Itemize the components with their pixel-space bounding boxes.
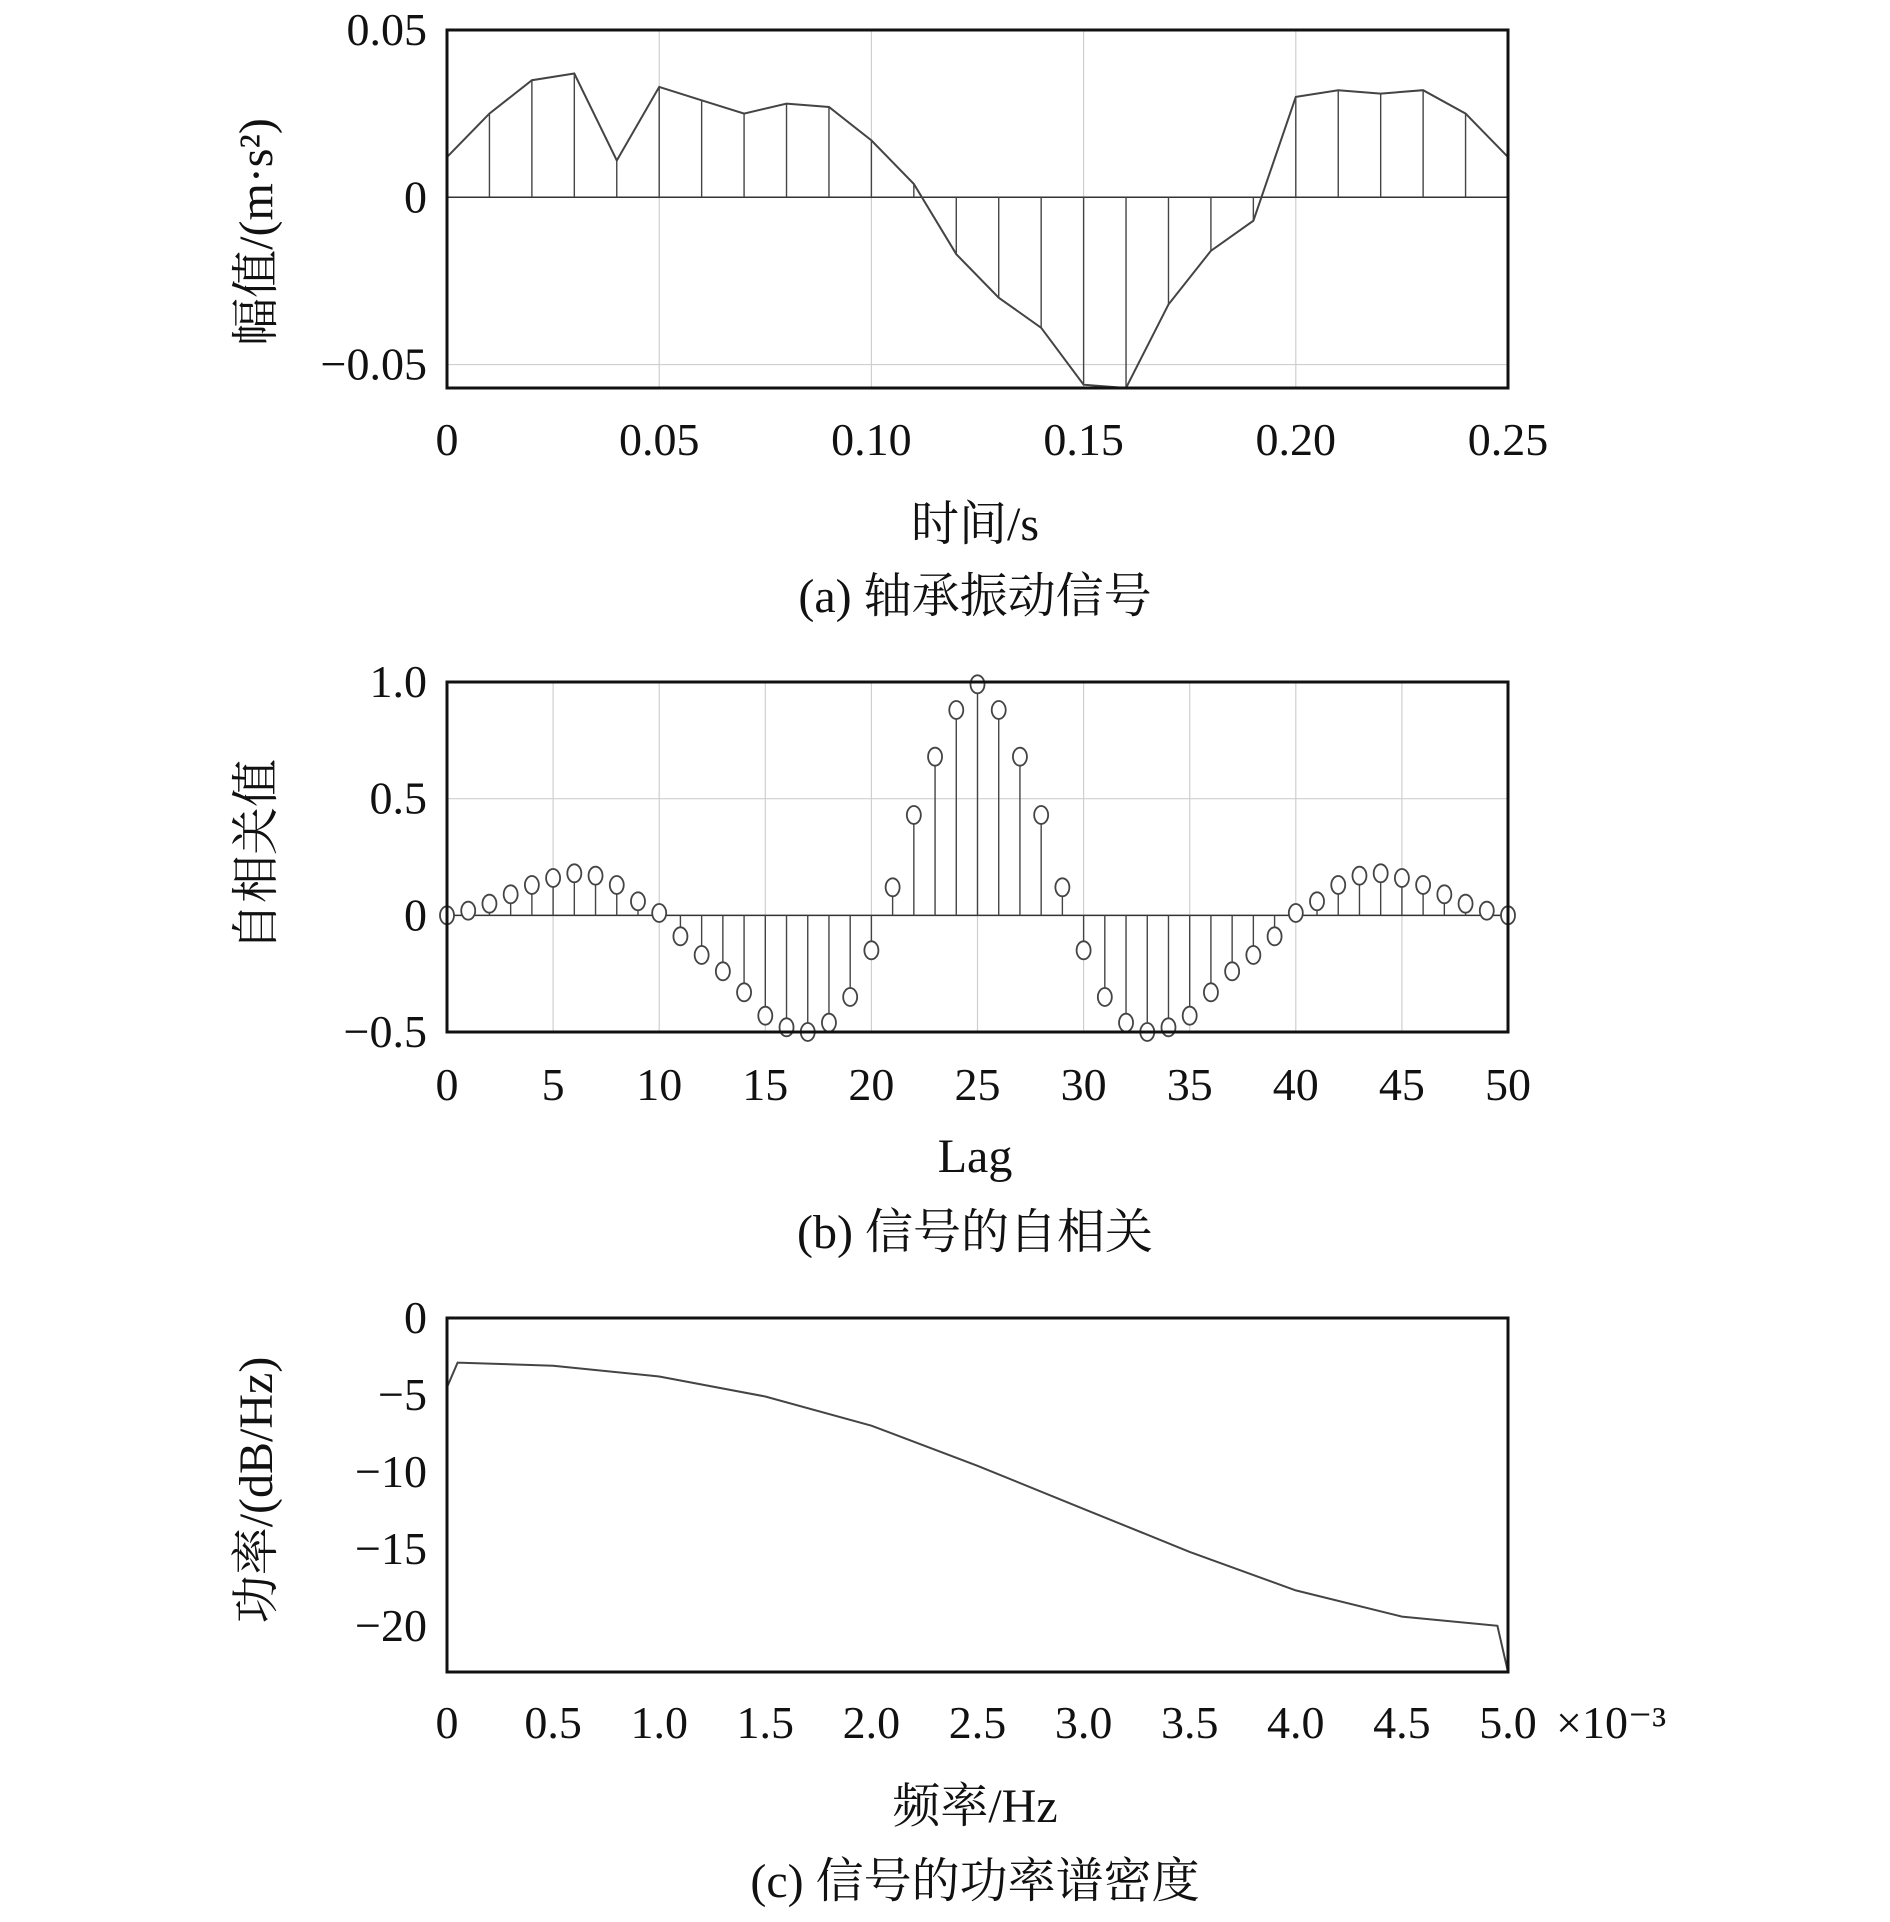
data-point-b <box>971 675 985 693</box>
data-point-b <box>695 946 709 964</box>
y-tick-label-a: 0.05 <box>346 4 427 55</box>
data-point-b <box>949 701 963 719</box>
x-tick-label-a: 0.15 <box>1043 414 1124 465</box>
y-axis-label-b: 自相关值 <box>230 758 283 952</box>
data-point-b <box>822 1014 836 1032</box>
y-tick-label-b: −0.5 <box>343 1006 427 1057</box>
x-tick-label-a: 0.25 <box>1467 414 1549 465</box>
y-tick-label-b: 1.0 <box>369 656 427 707</box>
data-point-b <box>1352 867 1366 885</box>
y-tick-label-a: −0.05 <box>320 338 427 390</box>
panel-a <box>230 4 1548 623</box>
x-multiplier-label-c: ×10⁻³ <box>1556 1697 1667 1748</box>
x-tick-label-b: 50 <box>1485 1059 1531 1110</box>
x-tick-label-c: 2.0 <box>842 1697 901 1748</box>
y-tick-label-b: 0 <box>404 889 427 941</box>
x-tick-label-c: 0 <box>435 1697 459 1748</box>
caption-a: (a) 轴承振动信号 <box>798 570 1152 623</box>
x-tick-label-b: 10 <box>636 1059 683 1110</box>
data-point-b <box>907 806 921 824</box>
data-point-b <box>1374 864 1388 882</box>
plot-area-a <box>321 4 1549 465</box>
caption-c: (c) 信号的功率谱密度 <box>750 1855 1200 1908</box>
data-point-b <box>1204 983 1218 1001</box>
x-tick-label-b: 45 <box>1378 1059 1425 1110</box>
data-point-b <box>567 864 581 882</box>
y-tick-label-c: −5 <box>378 1368 427 1420</box>
data-point-b <box>1395 869 1409 887</box>
data-point-b <box>716 962 730 980</box>
x-tick-label-b: 15 <box>742 1059 789 1110</box>
x-tick-label-b: 40 <box>1272 1059 1319 1110</box>
data-point-b <box>525 876 539 894</box>
data-point-b <box>1034 806 1048 824</box>
x-tick-label-a: 0.20 <box>1255 414 1337 465</box>
data-point-b <box>1183 1007 1197 1025</box>
data-point-b <box>1119 1014 1133 1032</box>
data-point-b <box>1310 892 1324 910</box>
data-point-b <box>1077 941 1091 959</box>
data-point-b <box>673 927 687 945</box>
data-point-b <box>1480 902 1494 920</box>
data-point-b <box>1055 878 1069 896</box>
x-tick-label-c: 5.0 <box>1479 1697 1537 1748</box>
y-tick-label-a: 0 <box>404 171 427 223</box>
plot-area-b <box>344 656 1531 1110</box>
series-line-c <box>447 1363 1508 1672</box>
x-tick-label-c: 4.5 <box>1373 1697 1431 1748</box>
caption-b: (b) 信号的自相关 <box>797 1206 1153 1259</box>
x-tick-label-b: 0 <box>435 1059 459 1110</box>
data-point-b <box>631 892 645 910</box>
x-tick-label-c: 4.0 <box>1267 1697 1325 1748</box>
y-tick-label-c: −20 <box>355 1599 427 1651</box>
y-axis-label-a: 幅值/(m·s²) <box>230 118 283 346</box>
data-point-b <box>482 895 496 913</box>
data-point-b <box>1416 876 1430 894</box>
panel-c <box>230 1292 1666 1908</box>
data-point-b <box>1331 876 1345 894</box>
x-axis-label-c: 频率/Hz <box>892 1780 1058 1833</box>
data-point-b <box>589 867 603 885</box>
data-point-b <box>546 869 560 887</box>
data-point-b <box>758 1007 772 1025</box>
data-point-b <box>780 1018 794 1036</box>
x-tick-label-a: 0.05 <box>618 414 700 465</box>
data-point-b <box>1161 1018 1175 1036</box>
data-point-b <box>928 748 942 766</box>
data-point-b <box>1246 946 1260 964</box>
series-line-a <box>447 74 1508 389</box>
x-tick-label-a: 0.10 <box>831 414 912 465</box>
x-tick-label-c: 3.0 <box>1054 1697 1113 1748</box>
data-point-b <box>461 902 475 920</box>
x-tick-label-c: 1.5 <box>736 1697 795 1748</box>
x-tick-label-b: 5 <box>541 1059 565 1110</box>
x-tick-label-c: 3.5 <box>1160 1697 1219 1748</box>
y-tick-label-c: 0 <box>404 1292 427 1343</box>
y-axis-label-c: 功率/(dB/Hz) <box>230 1356 283 1624</box>
data-point-b <box>1289 904 1303 922</box>
data-point-b <box>886 878 900 896</box>
x-tick-label-b: 35 <box>1166 1059 1213 1110</box>
data-point-b <box>1225 962 1239 980</box>
panel-b <box>230 656 1531 1259</box>
data-point-b <box>1437 885 1451 903</box>
x-axis-label-a: 时间/s <box>910 498 1040 551</box>
x-tick-label-b: 30 <box>1060 1059 1107 1110</box>
data-point-b <box>864 941 878 959</box>
y-tick-label-c: −10 <box>355 1445 427 1497</box>
x-axis-label-b: Lag <box>937 1130 1013 1183</box>
x-tick-label-c: 2.5 <box>948 1697 1007 1748</box>
data-point-b <box>504 885 518 903</box>
x-tick-label-b: 20 <box>848 1059 895 1110</box>
y-tick-label-b: 0.5 <box>369 772 427 824</box>
x-tick-label-a: 0 <box>435 414 459 465</box>
axes-frame-a <box>447 30 1508 388</box>
x-tick-label-c: 0.5 <box>524 1697 582 1748</box>
data-point-b <box>610 876 624 894</box>
x-tick-label-b: 25 <box>954 1059 1001 1110</box>
data-point-b <box>1459 895 1473 913</box>
plot-area-c <box>355 1292 1537 1748</box>
data-point-b <box>843 988 857 1006</box>
x-tick-label-c: 1.0 <box>630 1697 688 1748</box>
data-point-b <box>1098 988 1112 1006</box>
data-point-b <box>1013 748 1027 766</box>
data-point-b <box>992 701 1006 719</box>
data-point-b <box>1268 927 1282 945</box>
data-point-b <box>652 904 666 922</box>
data-point-b <box>737 983 751 1001</box>
y-tick-label-c: −15 <box>355 1522 427 1574</box>
